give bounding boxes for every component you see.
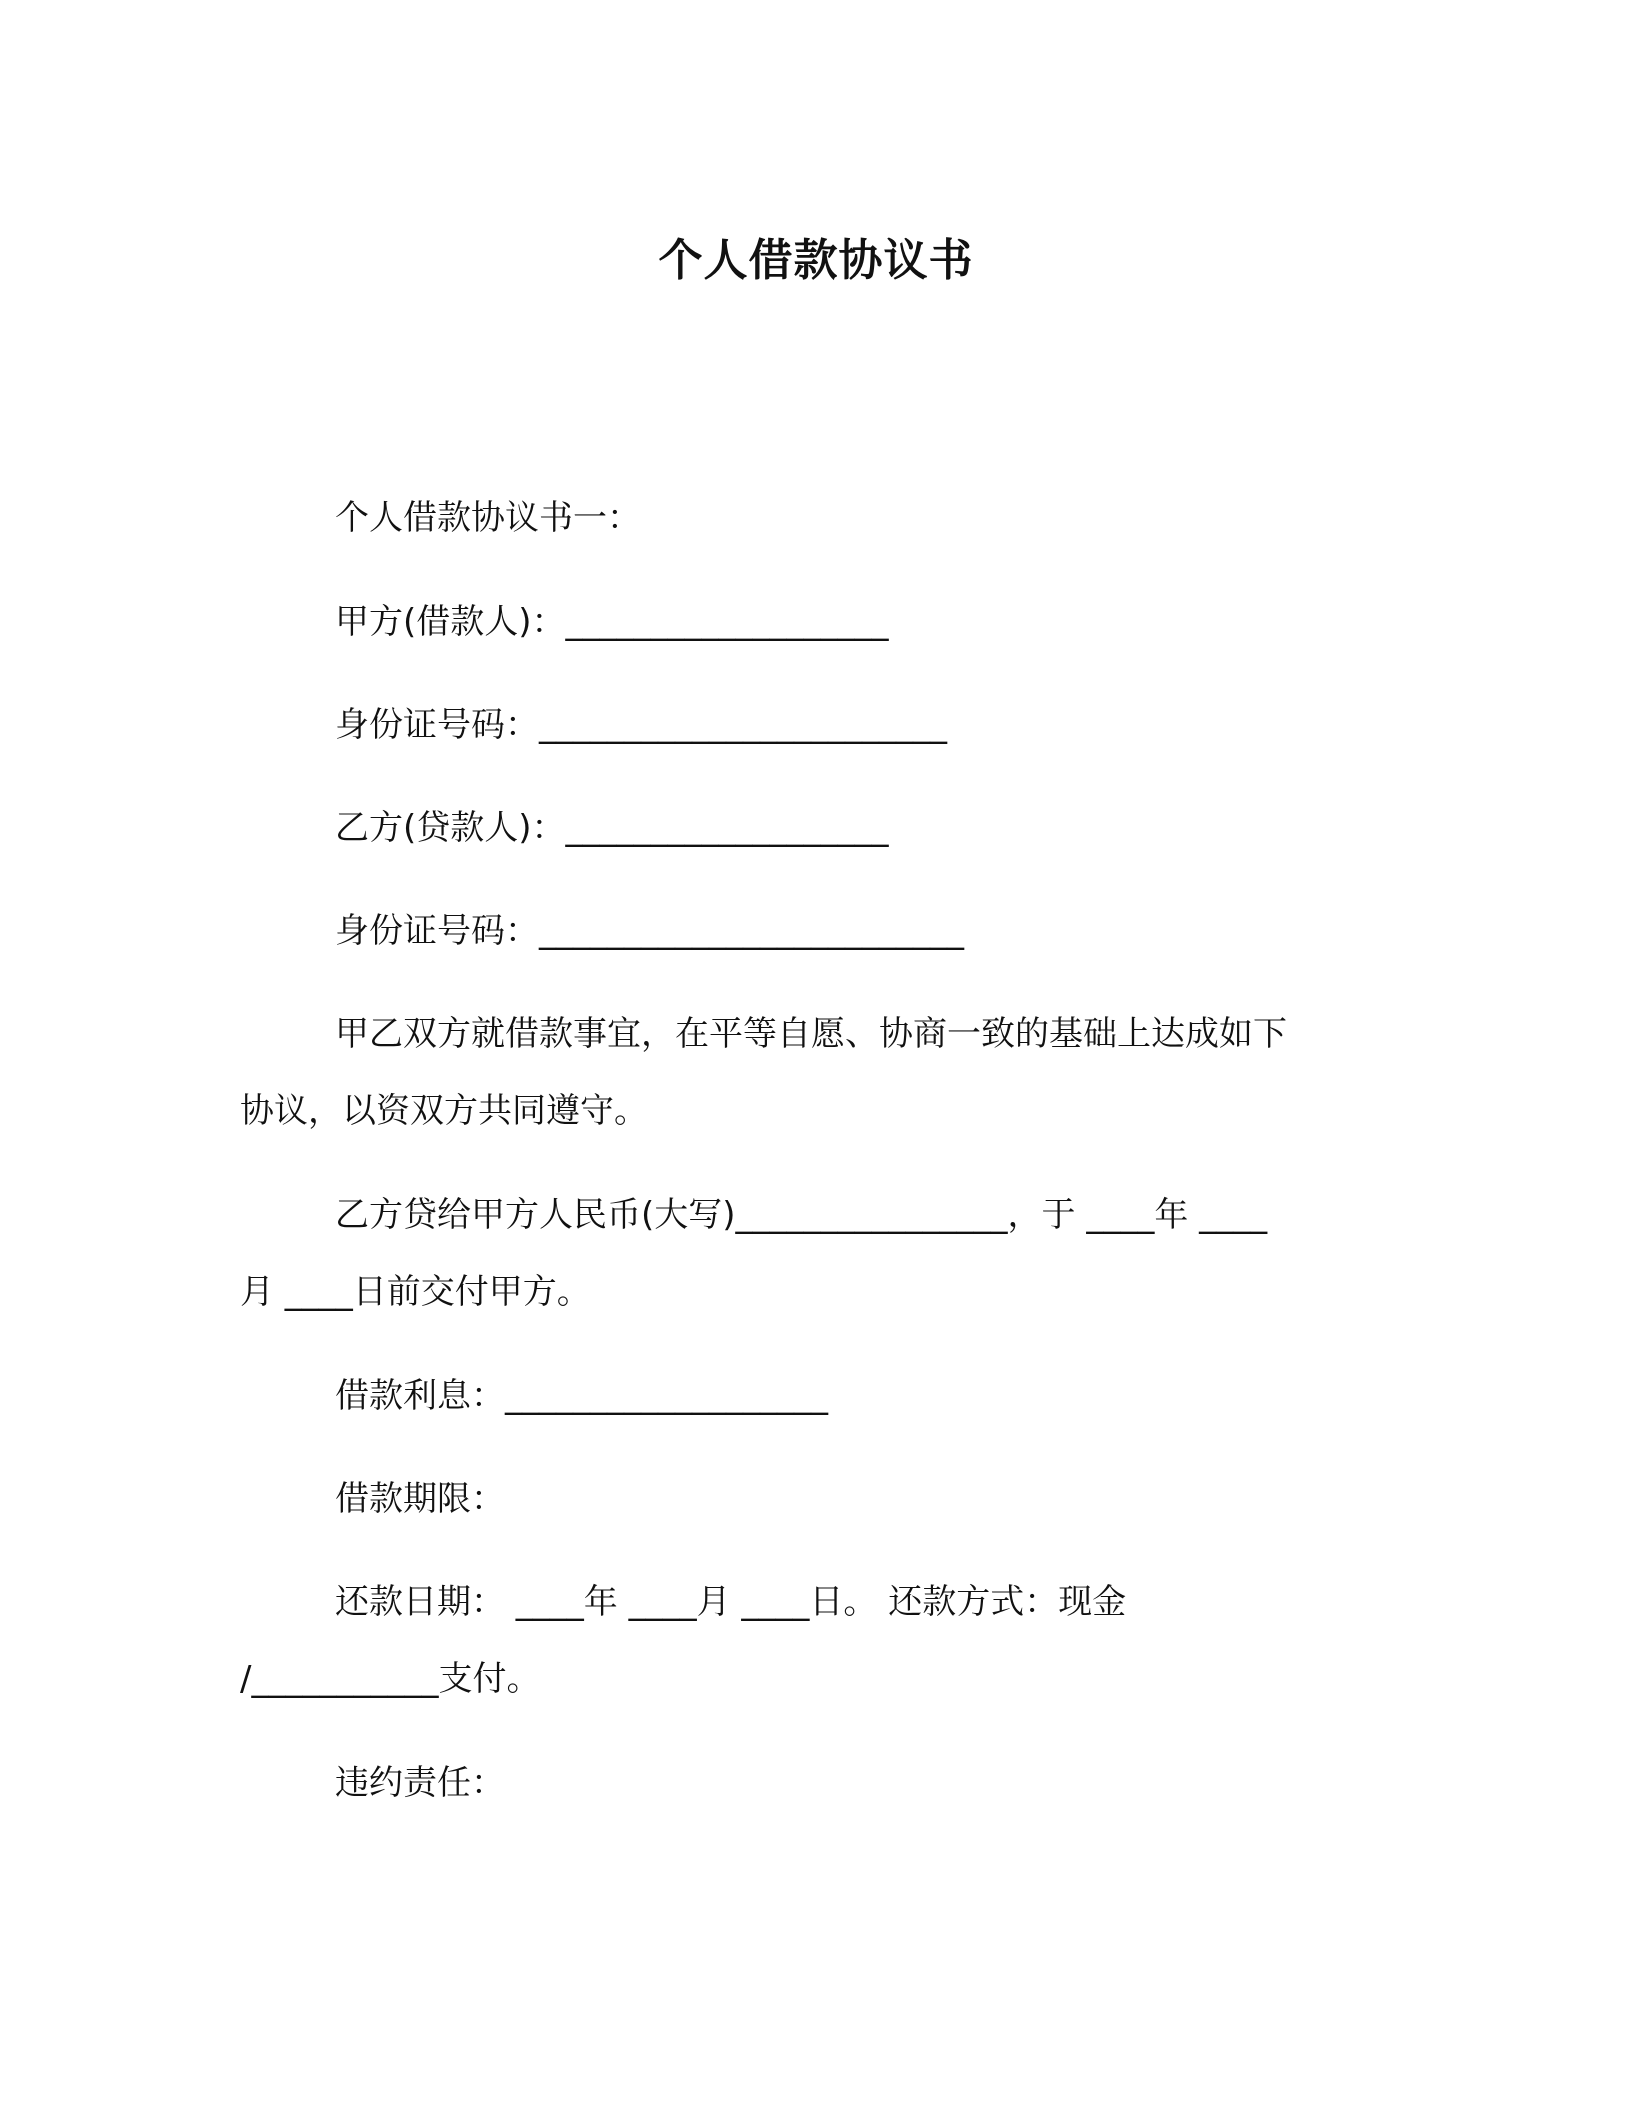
party-a-field: 甲方(借款人)：___________________ (335, 602, 889, 642)
repayment-line-1: 还款日期： ____年 ____月 ____日。 还款方式：现金 (335, 1582, 1127, 1622)
loan-term-field: 借款期限： (335, 1479, 505, 1519)
party-a-id-field: 身份证号码：________________________ (335, 705, 947, 745)
party-b-field: 乙方(贷款人)：___________________ (335, 808, 889, 848)
agreement-paragraph-line-2: 协议，以资双方共同遵守。 (240, 1091, 648, 1131)
loan-interest-field: 借款利息：___________________ (335, 1376, 828, 1416)
document-title: 个人借款协议书 (658, 235, 974, 286)
loan-amount-line-2: 月 ____日前交付甲方。 (240, 1272, 591, 1312)
section-heading: 个人借款协议书一： (335, 498, 641, 538)
party-b-id-field: 身份证号码：_________________________ (335, 911, 964, 951)
breach-liability-field: 违约责任： (335, 1763, 505, 1803)
loan-amount-line-1: 乙方贷给甲方人民币(大写)________________，于 ____年 ____ (335, 1195, 1268, 1235)
repayment-line-2: /___________支付。 (240, 1659, 541, 1699)
agreement-paragraph-line-1: 甲乙双方就借款事宜，在平等自愿、协商一致的基础上达成如下 (335, 1014, 1287, 1054)
